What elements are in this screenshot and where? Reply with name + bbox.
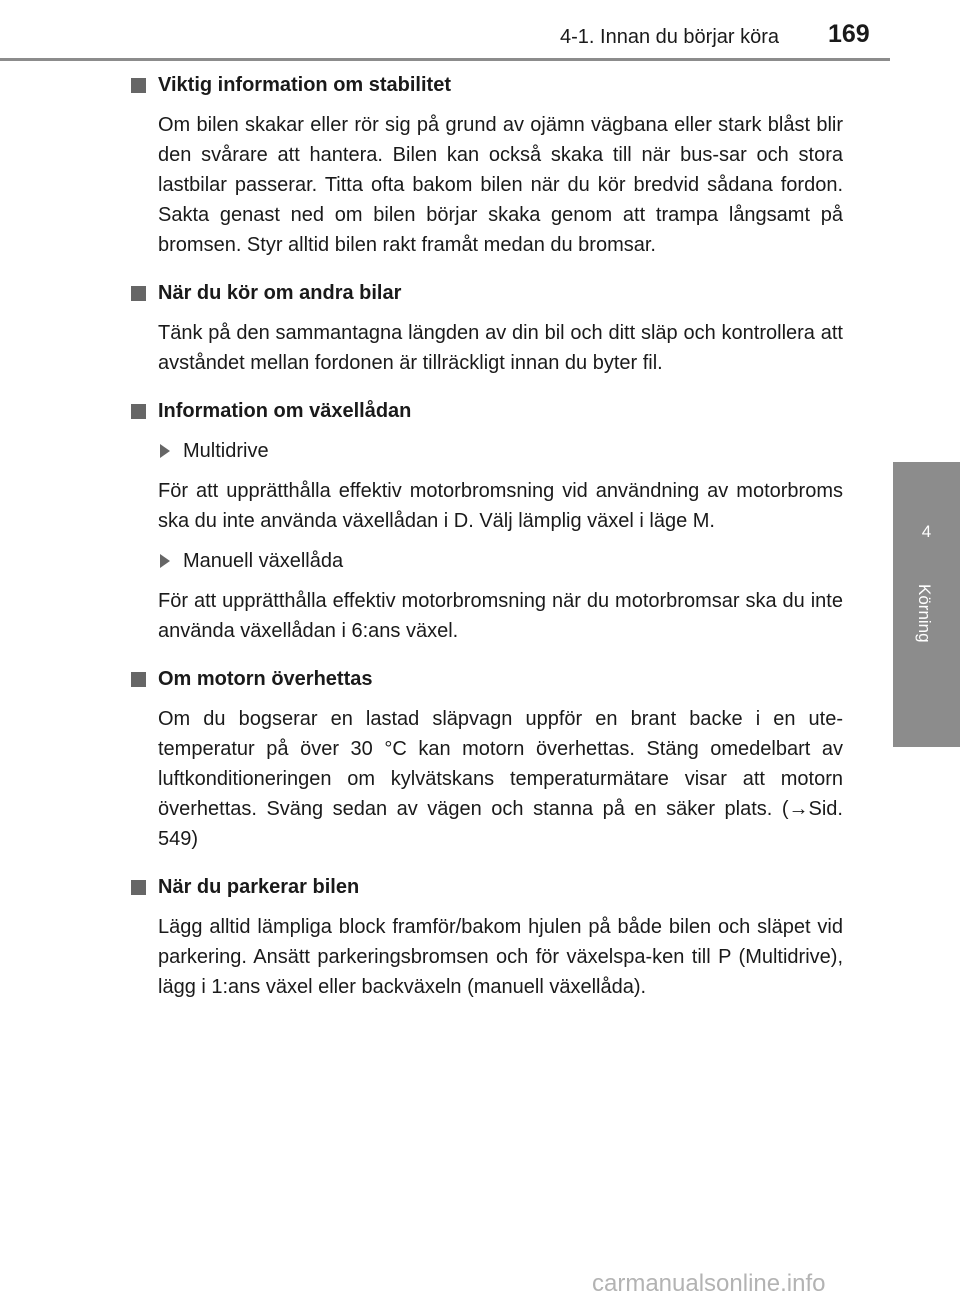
chapter-label: Körning [915, 584, 934, 643]
square-bullet-icon [131, 78, 146, 93]
sub-paragraph-multidrive: För att upprätthålla effektiv motorbromsning vid användning av motorbroms ska du inte använda växellådan i D. Välj lämplig växel i läge M. [158, 480, 843, 532]
page-number: 169 [828, 20, 870, 48]
section-heading [131, 70, 843, 100]
sub-heading-text: Multidrive [183, 440, 269, 462]
section-overheating [131, 664, 843, 854]
square-bullet-icon [131, 404, 146, 419]
sub-heading-text: Manuell växellåda [183, 550, 344, 572]
triangle-bullet-icon [160, 444, 170, 458]
section-overtaking [131, 278, 843, 378]
section-paragraph: Lägg alltid lämpliga block framför/bakom hjulen på både bilen och släpet vid parkering. Ansätt parkeringsbromsen och för växelspa-ken till P (Multidrive), lägg i 1:ans växel eller backväxeln (manuell växellåda). [158, 916, 843, 998]
section-paragraph: Om bilen skakar eller rör sig på grund av ojämn vägbana eller stark blåst blir den svårare att hantera. Bilen kan också skaka till när bus-sar och stora lastbilar passerar. Titta ofta bakom bilen när du kör bredvid sådana fordon. Sakta genast ned om bilen börjar skaka genom att trampa långsamt på bromsen. Styr alltid bilen rakt framåt medan du bromsar. [158, 114, 843, 256]
section-heading [131, 278, 843, 308]
section-heading-text: När du kör om andra bilar [158, 282, 402, 304]
sub-paragraph-manual: För att upprätthålla effektiv motorbromsning när du motorbromsar ska du inte använda växellådan i 6:ans växel. [158, 590, 843, 642]
section-stability [131, 70, 843, 260]
section-transmission [131, 396, 843, 646]
section-heading-text: Om motorn överhettas [158, 668, 373, 690]
square-bullet-icon [131, 672, 146, 687]
page-content [131, 70, 843, 1020]
section-paragraph: Om du bogserar en lastad släpvagn uppför en brant backe i en ute-temperatur på över 30 °C kan motorn överhettas. Stäng omedelbart av luftkonditioneringen om kylvätskans temperaturmätare visar att motorn överhettas. Sväng sedan av vägen och stanna på en säker plats. (→Sid. 549) [158, 708, 843, 850]
section-heading [131, 664, 843, 694]
section-heading-text: Viktig information om stabilitet [158, 74, 451, 96]
sub-heading-manual [158, 546, 843, 576]
section-paragraph: Tänk på den sammantagna längden av din bil och ditt släp och kontrollera att avståndet mellan fordonen är tillräckligt innan du byter fil. [158, 322, 843, 374]
section-heading [131, 396, 843, 426]
header-section-title: 4-1. Innan du börjar köra [560, 26, 780, 48]
header-divider [0, 58, 890, 61]
chapter-number: 4 [921, 522, 932, 541]
watermark-text: carmanualsonline.info [592, 1270, 826, 1297]
triangle-bullet-icon [160, 554, 170, 568]
section-heading [131, 872, 843, 902]
sub-heading-multidrive [158, 436, 843, 466]
square-bullet-icon [131, 880, 146, 895]
section-parking [131, 872, 843, 1002]
section-heading-text: När du parkerar bilen [158, 876, 360, 898]
section-heading-text: Information om växellådan [158, 400, 412, 422]
square-bullet-icon [131, 286, 146, 301]
